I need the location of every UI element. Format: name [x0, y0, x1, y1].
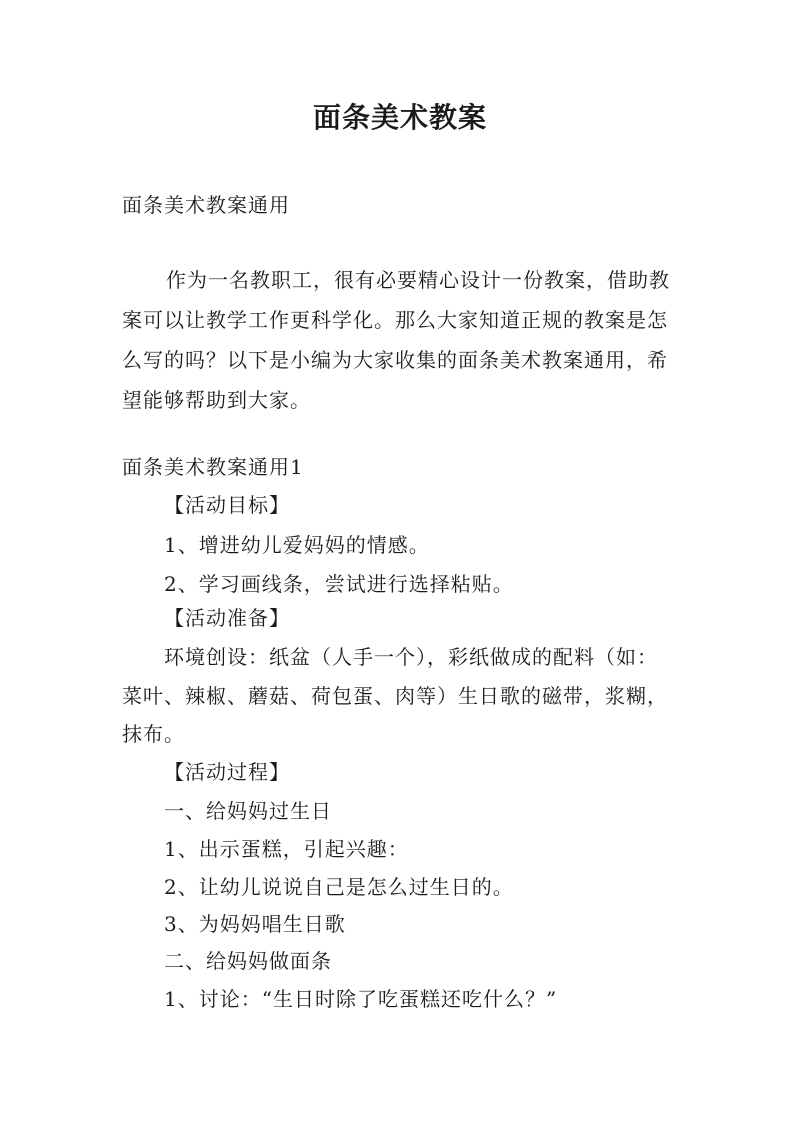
step-one: 一、给妈妈过生日 — [164, 799, 332, 823]
step-one-item-1: 1、出示蛋糕，引起兴趣： — [164, 837, 409, 861]
step-one-item-3: 3、为妈妈唱生日歌 — [164, 912, 346, 936]
prep-heading: 【活动准备】 — [164, 606, 290, 630]
goal-heading: 【活动目标】 — [164, 493, 290, 517]
step-two: 二、给妈妈做面条 — [164, 949, 332, 973]
prep-line-3: 抹布。 — [122, 722, 185, 746]
step-one-item-2: 2、让幼儿说说自己是怎么过生日的。 — [164, 875, 514, 899]
intro-paragraph: 作为一名教职工，很有必要精心设计一份教案，借助教案可以让教学工作更科学化。那么大家知道正规的教案是怎么写的吗？以下是小编为大家收集的面条美术教案通用，希望能够帮助到大家。 — [122, 268, 670, 412]
document-subtitle: 面条美术教案通用 — [122, 193, 290, 217]
prep-line-2: 菜叶、辣椒、蘑菇、荷包蛋、肉等）生日歌的磁带，浆糊， — [122, 684, 668, 708]
goal-item-2: 2、学习画线条，尝试进行选择粘贴。 — [164, 572, 514, 596]
step-two-item-1: 1、讨论：“生日时除了吃蛋糕还吃什么？” — [164, 987, 558, 1011]
goal-item-1: 1、增进幼儿爱妈妈的情感。 — [164, 533, 430, 557]
prep-line-1: 环境创设：纸盆（人手一个），彩纸做成的配料（如： — [164, 645, 658, 669]
section-heading: 面条美术教案通用1 — [122, 455, 304, 479]
process-heading: 【活动过程】 — [164, 760, 290, 784]
document-title: 面条美术教案 — [312, 101, 487, 134]
